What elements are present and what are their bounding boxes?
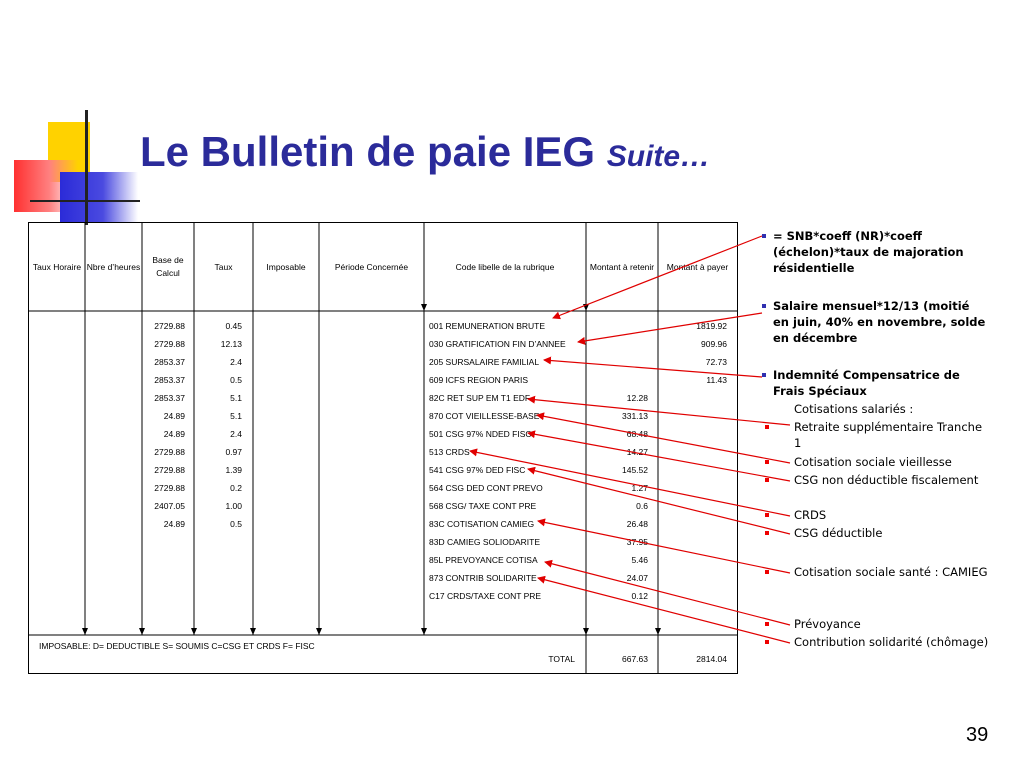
payslip-table bbox=[28, 222, 738, 674]
cell-payer: 11.43 bbox=[706, 375, 727, 385]
red-square-icon bbox=[765, 622, 769, 626]
cell-code: C17 CRDS/TAXE CONT PRE bbox=[429, 591, 542, 601]
cotisations-title: Cotisations salariés : bbox=[794, 402, 914, 416]
red-square-icon bbox=[765, 513, 769, 517]
cell-retenir: 0.12 bbox=[631, 591, 648, 601]
cell-taux: 0.5 bbox=[230, 375, 242, 385]
sub-csg-ded: CSG déductible bbox=[794, 525, 990, 541]
cell-taux: 0.97 bbox=[225, 447, 242, 457]
header-imposable: Imposable bbox=[266, 261, 306, 272]
cell-retenir: 68.48 bbox=[626, 429, 648, 439]
cell-retenir: 26.48 bbox=[626, 519, 648, 529]
header-code-libelle: Code libelle de la rubrique bbox=[455, 261, 555, 272]
header-taux-horaire: Taux Horaire bbox=[32, 261, 82, 272]
footer-note: IMPOSABLE: D= DEDUCTIBLE S= SOUMIS C=CSG ET CRDS F= FISC bbox=[39, 641, 315, 651]
cell-taux: 2.4 bbox=[230, 357, 242, 367]
cell-code: 030 GRATIFICATION FIN D’ANNEE bbox=[429, 339, 566, 349]
cell-code: 205 SURSALAIRE FAMILIAL bbox=[429, 357, 540, 367]
cell-code: 513 CRDS bbox=[429, 447, 470, 457]
cell-code: 873 CONTRIB SOLIDARITE bbox=[429, 573, 537, 583]
sub-camieg: Cotisation sociale santé : CAMIEG bbox=[794, 564, 990, 580]
cell-taux: 5.1 bbox=[230, 411, 242, 421]
total-payer: 2814.04 bbox=[696, 654, 727, 664]
red-square-icon bbox=[765, 460, 769, 464]
red-square-icon bbox=[765, 478, 769, 482]
cell-code: 85L PREVOYANCE COTISA bbox=[429, 555, 538, 565]
logo-vertical-line bbox=[85, 110, 88, 225]
cell-code: 83C COTISATION CAMIEG bbox=[429, 519, 535, 529]
cell-code: 83D CAMIEG SOLIODARITE bbox=[429, 537, 540, 547]
cell-retenir: 12.28 bbox=[626, 393, 648, 403]
total-label: TOTAL bbox=[548, 654, 575, 664]
cell-taux: 1.39 bbox=[225, 465, 242, 475]
title-main: Le Bulletin de paie IEG bbox=[140, 128, 607, 175]
cell-taux: 1.00 bbox=[225, 501, 242, 511]
red-square-icon bbox=[765, 640, 769, 644]
cell-retenir: 24.07 bbox=[626, 573, 648, 583]
sub-retraite: Retraite supplémentaire Tranche 1 bbox=[794, 419, 990, 451]
cell-base: 2853.37 bbox=[154, 375, 185, 385]
cell-payer: 909.96 bbox=[701, 339, 727, 349]
cell-code: 564 CSG DED CONT PREVO bbox=[429, 483, 543, 493]
cell-base: 2729.88 bbox=[154, 465, 185, 475]
cell-retenir: 5.46 bbox=[631, 555, 648, 565]
cell-taux: 0.5 bbox=[230, 519, 242, 529]
cell-taux: 5.1 bbox=[230, 393, 242, 403]
cell-payer: 72.73 bbox=[705, 357, 727, 367]
cell-taux: 2.4 bbox=[230, 429, 242, 439]
cell-retenir: 145.52 bbox=[622, 465, 648, 475]
cell-code: 82C RET SUP EM T1 EDF bbox=[429, 393, 531, 403]
bullet-square-icon bbox=[762, 373, 766, 377]
cell-retenir: 14.27 bbox=[626, 447, 648, 457]
cell-base: 2729.88 bbox=[154, 339, 185, 349]
cell-retenir: 0.6 bbox=[636, 501, 648, 511]
header-montant-payer: Montant à payer bbox=[666, 261, 729, 272]
cell-code: 568 CSG/ TAXE CONT PRE bbox=[429, 501, 537, 511]
page-number: 39 bbox=[966, 724, 989, 746]
header-periode: Période Concernée bbox=[334, 261, 409, 272]
cell-base: 2853.37 bbox=[154, 393, 185, 403]
sub-crds: CRDS bbox=[794, 507, 990, 523]
header-taux: Taux bbox=[214, 261, 233, 272]
bullet-square-icon bbox=[762, 304, 766, 308]
total-retenir: 667.63 bbox=[622, 654, 648, 664]
cell-retenir: 331.13 bbox=[622, 411, 648, 421]
red-square-icon bbox=[765, 531, 769, 535]
cell-code: 001 REMUNERATION BRUTE bbox=[429, 321, 546, 331]
red-square-icon bbox=[765, 570, 769, 574]
cell-base: 2729.88 bbox=[154, 483, 185, 493]
cell-retenir: 37.95 bbox=[626, 537, 648, 547]
red-square-icon bbox=[765, 425, 769, 429]
cell-code: 501 CSG 97% NDED FISC bbox=[429, 429, 532, 439]
header-montant-retenir: Montant à retenir bbox=[589, 261, 655, 272]
cell-retenir: 1.27 bbox=[631, 483, 648, 493]
bullet-square-icon bbox=[762, 234, 766, 238]
sub-prevoyance: Prévoyance bbox=[794, 616, 990, 632]
header-base-calcul: Base de Calcul bbox=[152, 255, 184, 278]
cell-base: 2853.37 bbox=[154, 357, 185, 367]
slide-title bbox=[140, 128, 710, 176]
cell-base: 24.89 bbox=[163, 411, 185, 421]
sub-vieillesse: Cotisation sociale vieillesse bbox=[794, 454, 990, 470]
cell-base: 24.89 bbox=[163, 429, 185, 439]
cell-code: 870 COT VIEILLESSE-BASE bbox=[429, 411, 540, 421]
cell-taux: 0.2 bbox=[230, 483, 242, 493]
cell-base: 2407.05 bbox=[154, 501, 185, 511]
cell-base: 24.89 bbox=[163, 519, 185, 529]
logo-blue-square bbox=[60, 172, 138, 222]
title-suite: Suite… bbox=[606, 140, 711, 173]
cell-taux: 0.45 bbox=[225, 321, 242, 331]
cell-code: 609 ICFS REGION PARIS bbox=[429, 375, 529, 385]
cell-taux: 12.13 bbox=[220, 339, 242, 349]
header-nbre-heures: Nbre d’heures bbox=[86, 261, 141, 272]
cell-base: 2729.88 bbox=[154, 447, 185, 457]
logo-horizontal-line bbox=[30, 200, 140, 202]
sub-csg-nded: CSG non déductible fiscalement bbox=[794, 472, 990, 488]
cell-base: 2729.88 bbox=[154, 321, 185, 331]
sub-solidarite: Contribution solidarité (chômage) bbox=[794, 634, 990, 650]
cell-payer: 1819.92 bbox=[696, 321, 727, 331]
cell-code: 541 CSG 97% DED FISC bbox=[429, 465, 526, 475]
